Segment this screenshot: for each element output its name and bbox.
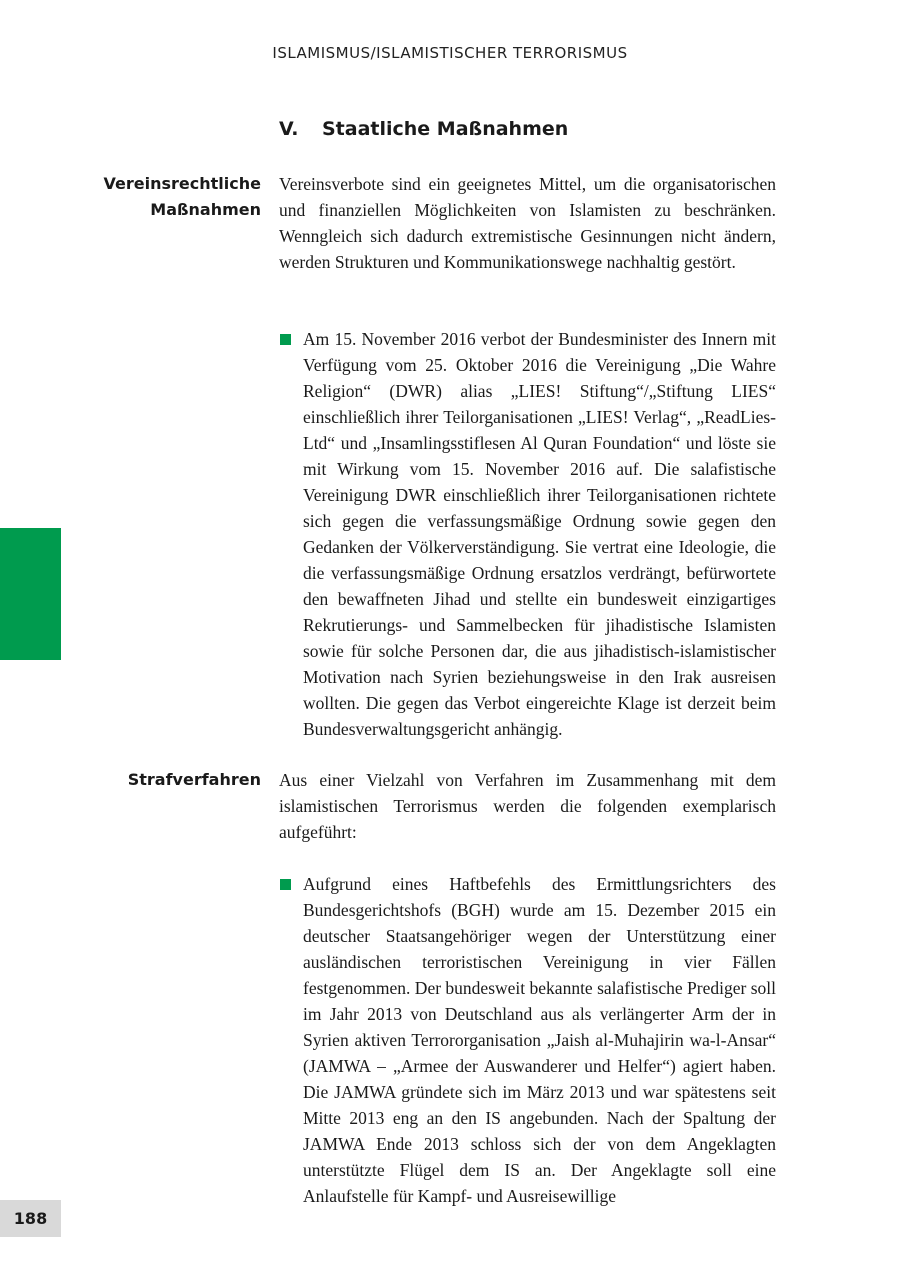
- page-number: 188: [0, 1200, 61, 1237]
- margin-label-line: Maßnahmen: [150, 200, 261, 219]
- margin-label-line: Vereinsrechtliche: [103, 174, 261, 193]
- vereinsrecht-intro-paragraph: Vereinsverbote sind ein geeignetes Mittel, um die organisatorischen und finanziellen Möglichkeiten von Islamisten zu beschränken. Wenngleich sich dadurch extremistische Gesinnungen nicht ändern, werden Strukturen und Kommunikationswege nachhaltig gestört.: [279, 174, 776, 272]
- margin-label-vereinsrecht: [104, 171, 261, 223]
- bullet-text: Am 15. November 2016 verbot der Bundesminister des Innern mit Verfügung vom 25. Oktober 2016 die Vereinigung „Die Wahre Religion“ (DWR) alias „LIES! Stiftung“/„Stiftung LIES“ einschließlich ihrer Teilorganisationen „LIES! Verlag“, „ReadLies-Ltd“ und „Insamlingsstiflesen Al Quran Foundation“ und löste sie mit Wirkung vom 15. November 2016 auf. Die salafistische Vereinigung DWR einschließlich ihrer Teilorganisationen richtete sich gegen die verfassungsmäßige Ordnung sowie gegen den Gedanken der Völkerverständigung. Sie vertrat eine Ideologie, die die verfassungsmäßige Ordnung ersatzlos verdrängt, befürwortete den bewaffneten Jihad und stellte ein bundesweit einzigartiges Rekrutierungs- und Sammelbecken für jihadistische Islamisten sowie für solche Personen dar, die aus jihadistisch-islamistischer Motivation nach Syrien beziehungsweise in den Irak ausreisen wollten. Die gegen das Verbot eingereichte Klage ist derzeit beim Bundesverwaltungsgericht anhängig.: [303, 329, 776, 739]
- section-heading: [279, 118, 568, 140]
- section-title: Staatliche Maßnahmen: [322, 118, 569, 140]
- green-square-bullet-icon: [280, 334, 291, 345]
- bullet-text: Aufgrund eines Haftbefehls des Ermittlungsrichters des Bundesgerichtshofs (BGH) wurde am 15. Dezember 2015 ein deutscher Staatsangehöriger wegen der Unterstützung einer ausländischen terroristischen Vereinigung in vier Fällen festgenommen. Der bundesweit bekannte salafistische Prediger soll im Jahr 2013 von Deutschland aus als verlängerter Arm der in Syrien aktiven Terrororganisation „Jaish al-Muhajirin wa-l-Ansar“ (JAMWA – „Armee der Auswanderer und Helfer“) agiert haben. Die JAMWA gründete sich im März 2013 und war spätestens seit Mitte 2013 eng an den IS angebunden. Nach der Spaltung der JAMWA Ende 2013 schloss sich der von dem Angeklagten unterstützte Flügel dem IS an. Der Angeklagte soll eine Anlaufstelle für Kampf- und Ausreisewillige: [303, 874, 776, 1206]
- bullet-item-haftbefehl: [279, 871, 776, 1209]
- margin-label-strafverfahren: Strafverfahren: [127, 770, 261, 789]
- chapter-tab-marker: [0, 528, 61, 660]
- section-number: V.: [279, 118, 299, 140]
- bullet-item-vereinsverbot: [279, 326, 776, 742]
- running-header: ISLAMISMUS/ISLAMISTISCHER TERRORISMUS: [272, 44, 628, 62]
- green-square-bullet-icon: [280, 879, 291, 890]
- strafverfahren-intro-paragraph: Aus einer Vielzahl von Verfahren im Zusammenhang mit dem islamistischen Terrorismus werden die folgenden exemplarisch aufgeführt:: [279, 770, 776, 842]
